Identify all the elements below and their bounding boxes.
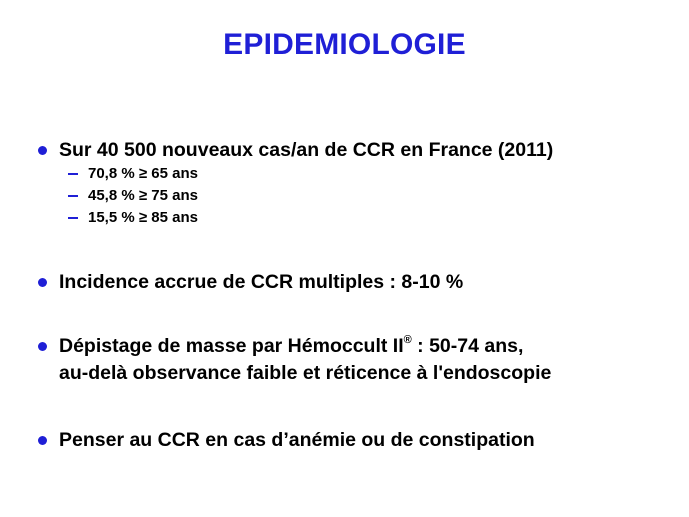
subbullet-text: 45,8 % ≥ 75 ans — [88, 187, 198, 204]
registered-mark: ® — [403, 333, 412, 346]
bullet-text: Incidence accrue de CCR multiples : 8-10 % — [59, 271, 464, 293]
bullet-text-part: Dépistage de masse par Hémoccult II — [59, 335, 404, 357]
bullet-text: Penser au CCR en cas d’anémie ou de constipation — [59, 429, 535, 451]
disc-bullet-icon — [38, 278, 47, 287]
dash-bullet-icon — [68, 217, 78, 219]
dash-bullet-icon — [68, 173, 78, 175]
subbullet-text: 15,5 % ≥ 85 ans — [88, 209, 198, 226]
subbullet-text: 70,8 % ≥ 65 ans — [88, 165, 198, 182]
bullet-text-part: : 50-74 ans, — [411, 335, 524, 357]
disc-bullet-icon — [38, 436, 47, 445]
disc-bullet-icon — [38, 342, 47, 351]
bullet-text: Sur 40 500 nouveaux cas/an de CCR en France (2011) — [59, 139, 554, 161]
bullet-text-line1 — [59, 334, 523, 358]
dash-bullet-icon — [68, 195, 78, 197]
bullet-text-line2: au-delà observance faible et réticence à l'endoscopie — [59, 362, 552, 384]
disc-bullet-icon — [38, 146, 47, 155]
slide-title: EPIDEMIOLOGIE — [223, 28, 466, 61]
